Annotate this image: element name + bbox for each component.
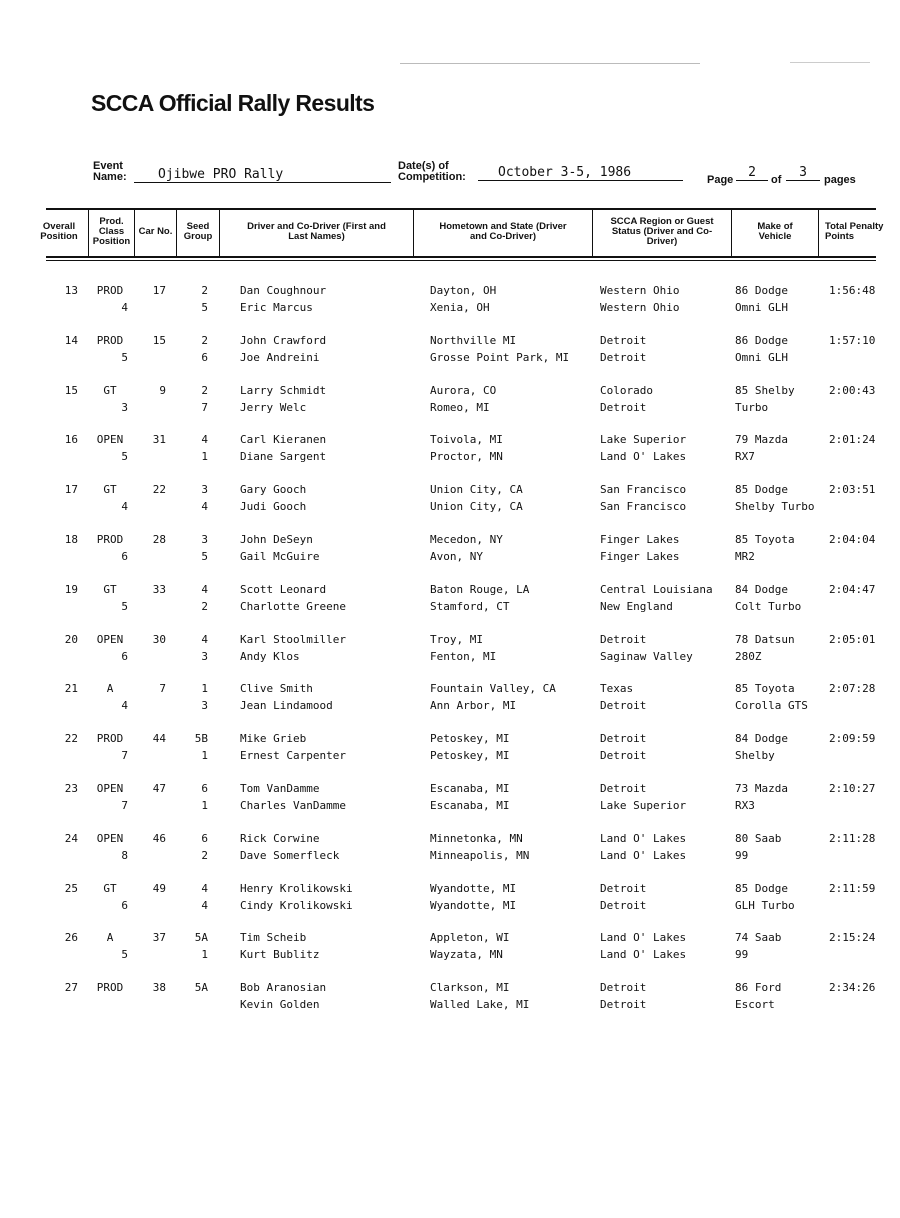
event-name-label: Event Name: [93,160,127,183]
vehicle-year-make: 80 Saab [735,831,782,845]
codriver-name: Jean Lindamood [240,699,333,713]
codriver-name: Gail McGuire [240,549,320,563]
result-row [0,979,900,1029]
car-number: 46 [152,831,166,845]
result-row [0,880,900,930]
codriver-name: Cindy Krolikowski [240,898,353,912]
result-row [0,382,900,432]
class-name: PROD [96,333,124,347]
overall-position: 20 [64,632,78,646]
driver-hometown: Clarkson, MI [430,981,510,995]
col-region: SCCA Region or Guest Status (Driver and Co-Driver) [592,208,731,256]
result-row [0,481,900,531]
driver-region: Detroit [600,732,647,746]
codriver-hometown: Union City, CA [430,500,523,514]
driver-region: Finger Lakes [600,532,680,546]
total-penalty-points: 2:04:47 [829,582,876,596]
scan-artifact [790,62,870,63]
codriver-hometown: Grosse Point Park, MI [430,350,570,364]
vehicle-model: Escort [735,998,775,1012]
vehicle-model: GLH Turbo [735,898,795,912]
codriver-hometown: Xenia, OH [430,301,490,314]
page-label: Page [707,174,734,186]
seed-group-codriver: 5 [201,549,208,563]
codriver-name: Kurt Bublitz [240,948,320,962]
codriver-name: Dave Somerfleck [240,848,340,862]
driver-name: Karl Stoolmiller [240,632,346,646]
seed-group-driver: 6 [201,781,208,795]
driver-hometown: Escanaba, MI [430,781,510,795]
codriver-name: Charles VanDamme [240,798,346,812]
seed-group-codriver: 1 [201,450,208,464]
class-name: PROD [96,532,124,546]
result-row [0,730,900,780]
vehicle-year-make: 79 Mazda [735,433,788,447]
vehicle-year-make: 85 Dodge [735,881,788,895]
codriver-hometown: Romeo, MI [430,400,490,414]
codriver-region: San Francisco [600,500,687,514]
driver-region: Detroit [600,781,647,795]
car-number: 33 [152,582,166,596]
result-row [0,680,900,730]
page-title: SCCA Official Rally Results [91,90,375,116]
class-position: 7 [121,749,128,763]
seed-group-driver: 4 [201,433,208,447]
result-row [0,581,900,631]
codriver-region: Detroit [600,998,647,1012]
class-name: A [106,931,114,945]
result-row [0,431,900,481]
page-number: 2 [736,164,768,181]
driver-hometown: Minnetonka, MN [430,831,523,845]
total-penalty-points: 2:07:28 [829,682,876,696]
class-name: GT [103,383,117,397]
car-number: 49 [152,881,166,895]
codriver-region: Detroit [600,898,647,912]
overall-position: 25 [64,881,78,895]
vehicle-model: 99 [735,848,749,862]
seed-group-driver: 3 [201,483,208,497]
codriver-region: Lake Superior [600,798,687,812]
codriver-name: Ernest Carpenter [240,749,346,763]
seed-group-codriver: 3 [201,649,208,663]
codriver-name: Judi Gooch [240,500,307,514]
col-overall-position: Overall Position [40,221,78,242]
vehicle-model: Turbo [735,400,769,414]
class-name: PROD [96,732,124,746]
vehicle-model: Shelby [735,749,775,763]
driver-region: Lake Superior [600,433,687,447]
seed-group-codriver: 3 [201,699,208,713]
seed-group-driver: 4 [201,881,208,895]
driver-hometown: Aurora, CO [430,383,497,397]
codriver-region: Detroit [600,400,647,414]
car-number: 7 [159,682,166,696]
class-position: 8 [121,848,128,862]
overall-position: 22 [64,732,78,746]
car-number: 47 [152,781,166,795]
class-position: 6 [121,549,128,563]
driver-region: Detroit [600,881,647,895]
driver-name: Henry Krolikowski [240,881,353,895]
total-penalty-points: 2:34:26 [829,981,876,995]
seed-group-driver: 2 [201,383,208,397]
seed-group-driver: 3 [201,532,208,546]
class-position: 6 [121,649,128,663]
vehicle-year-make: 78 Datsun [735,632,795,646]
total-penalty-points: 2:03:51 [829,483,876,497]
vehicle-model: Omni GLH [735,301,788,314]
seed-group-driver: 5A [194,981,208,995]
driver-name: John Crawford [240,333,327,347]
codriver-region: Land O' Lakes [600,450,687,464]
vehicle-year-make: 84 Dodge [735,732,788,746]
codriver-name: Jerry Welc [240,400,307,414]
driver-region: Colorado [600,383,653,397]
class-name: PROD [96,981,124,995]
total-penalty-points: 2:10:27 [829,781,876,795]
col-total-penalty: Total Penalty Points [818,208,900,256]
class-name: GT [103,582,117,596]
seed-group-codriver: 1 [201,948,208,962]
total-penalty-points: 2:09:59 [829,732,876,746]
result-row [0,830,900,880]
class-position: 5 [121,599,128,613]
driver-region: Detroit [600,981,647,995]
dates-field: October 3-5, 1986 [478,164,683,181]
overall-position: 19 [64,582,78,596]
codriver-name: Joe Andreini [240,350,320,364]
codriver-hometown: Petoskey, MI [430,749,510,763]
driver-name: Bob Aranosian [240,981,327,995]
driver-region: Detroit [600,632,647,646]
vehicle-year-make: 74 Saab [735,931,782,945]
driver-hometown: Toivola, MI [430,433,503,447]
driver-hometown: Northville MI [430,333,517,347]
vehicle-year-make: 86 Dodge [735,284,788,297]
results-list [0,282,900,1029]
driver-region: Detroit [600,333,647,347]
driver-hometown: Troy, MI [430,632,483,646]
total-penalty-points: 2:11:28 [829,831,876,845]
car-number: 44 [152,732,166,746]
vehicle-year-make: 85 Toyota [735,532,795,546]
vehicle-year-make: 84 Dodge [735,582,788,596]
driver-hometown: Fountain Valley, CA [430,682,556,696]
vehicle-model: Corolla GTS [735,699,808,713]
seed-group-codriver: 1 [201,749,208,763]
codriver-name: Kevin Golden [240,998,320,1012]
seed-group-codriver: 2 [201,848,208,862]
codriver-hometown: Wayzata, MN [430,948,503,962]
class-name: GT [103,483,117,497]
driver-region: Land O' Lakes [600,831,687,845]
class-position: 4 [121,699,128,713]
result-row [0,929,900,979]
seed-group-driver: 4 [201,582,208,596]
vehicle-model: RX7 [735,450,755,464]
seed-group-codriver: 5 [201,301,208,314]
driver-hometown: Petoskey, MI [430,732,510,746]
car-number: 28 [152,532,166,546]
total-penalty-points: 2:11:59 [829,881,876,895]
overall-position: 17 [64,483,78,497]
codriver-hometown: Ann Arbor, MI [430,699,517,713]
class-position: 4 [121,301,128,314]
driver-region: Western Ohio [600,284,680,297]
overall-position: 18 [64,532,78,546]
driver-region: Land O' Lakes [600,931,687,945]
vehicle-year-make: 86 Ford [735,981,782,995]
codriver-name: Diane Sargent [240,450,327,464]
driver-hometown: Wyandotte, MI [430,881,517,895]
codriver-hometown: Escanaba, MI [430,798,510,812]
car-number: 30 [152,632,166,646]
total-penalty-points: 2:15:24 [829,931,876,945]
driver-name: Tom VanDamme [240,781,320,795]
seed-group-codriver: 6 [201,350,208,364]
class-position: 6 [121,898,128,912]
class-position: 5 [121,450,128,464]
class-position: 7 [121,798,128,812]
overall-position: 27 [64,981,78,995]
codriver-name: Andy Klos [240,649,300,663]
codriver-region: Detroit [600,699,647,713]
car-number: 15 [152,333,166,347]
vehicle-year-make: 85 Dodge [735,483,788,497]
codriver-region: Finger Lakes [600,549,680,563]
vehicle-model: Omni GLH [735,350,788,364]
overall-position: 21 [64,682,78,696]
class-name: GT [103,881,117,895]
codriver-region: Western Ohio [600,301,680,314]
result-row [0,282,900,332]
col-prod-class-position: Prod. Class Position [88,208,134,256]
total-penalty-points: 1:56:48 [829,284,876,297]
codriver-name: Charlotte Greene [240,599,346,613]
overall-position: 26 [64,931,78,945]
total-penalty-points: 2:01:24 [829,433,876,447]
codriver-hometown: Fenton, MI [430,649,497,663]
vehicle-model: 280Z [735,649,762,663]
vehicle-year-make: 86 Dodge [735,333,788,347]
driver-name: John DeSeyn [240,532,313,546]
total-penalty-points: 2:00:43 [829,383,876,397]
vehicle-year-make: 73 Mazda [735,781,788,795]
car-number: 9 [159,383,166,397]
codriver-name: Eric Marcus [240,301,313,314]
class-position: 4 [121,500,128,514]
of-label: of [771,174,782,186]
seed-group-codriver: 4 [201,500,208,514]
driver-hometown: Baton Rouge, LA [430,582,530,596]
overall-position: 15 [64,383,78,397]
codriver-region: Detroit [600,749,647,763]
total-penalty-points: 2:05:01 [829,632,876,646]
pages-label: pages [824,174,856,186]
overall-position: 23 [64,781,78,795]
vehicle-year-make: 85 Toyota [735,682,795,696]
driver-region: Texas [600,682,634,696]
codriver-hometown: Proctor, MN [430,450,503,464]
vehicle-model: 99 [735,948,749,962]
vehicle-model: RX3 [735,798,755,812]
result-row [0,332,900,382]
codriver-hometown: Walled Lake, MI [430,998,530,1012]
total-pages: 3 [786,164,820,181]
codriver-region: New England [600,599,673,613]
class-position: 5 [121,948,128,962]
car-number: 17 [152,284,166,297]
vehicle-model: Colt Turbo [735,599,802,613]
col-hometown: Hometown and State (Driver and Co-Driver) [413,208,592,256]
codriver-hometown: Minneapolis, MN [430,848,530,862]
driver-name: Dan Coughnour [240,284,327,297]
col-make: Make of Vehicle [731,208,818,256]
driver-name: Clive Smith [240,682,313,696]
seed-group-codriver: 7 [201,400,208,414]
overall-position: 13 [64,284,78,297]
driver-name: Rick Corwine [240,831,320,845]
driver-region: San Francisco [600,483,687,497]
col-car-number: Car No. [134,208,176,256]
vehicle-year-make: 85 Shelby [735,383,795,397]
driver-hometown: Union City, CA [430,483,523,497]
overall-position: 16 [64,433,78,447]
class-name: OPEN [96,781,124,795]
codriver-region: Saginaw Valley [600,649,693,663]
driver-name: Tim Scheib [240,931,307,945]
car-number: 37 [152,931,166,945]
result-row [0,780,900,830]
seed-group-driver: 6 [201,831,208,845]
col-driver: Driver and Co-Driver (First and Last Names) [219,208,413,256]
result-row [0,631,900,681]
total-penalty-points: 2:04:04 [829,532,876,546]
overall-position: 24 [64,831,78,845]
driver-hometown: Mecedon, NY [430,532,503,546]
driver-name: Carl Kieranen [240,433,327,447]
total-penalty-points: 1:57:10 [829,333,876,347]
driver-hometown: Appleton, WI [430,931,510,945]
driver-hometown: Dayton, OH [430,284,497,297]
vehicle-model: Shelby Turbo [735,500,815,514]
class-name: OPEN [96,831,124,845]
class-name: OPEN [96,433,124,447]
class-position: 5 [121,350,128,364]
class-name: A [106,682,114,696]
car-number: 22 [152,483,166,497]
header-bottom-rule-2 [46,260,876,261]
driver-region: Central Louisiana [600,582,713,596]
vehicle-model: MR2 [735,549,755,563]
scan-artifact [400,63,700,64]
seed-group-driver: 4 [201,632,208,646]
seed-group-codriver: 2 [201,599,208,613]
overall-position: 14 [64,333,78,347]
car-number: 31 [152,433,166,447]
codriver-region: Detroit [600,350,647,364]
seed-group-codriver: 1 [201,798,208,812]
seed-group-driver: 5A [194,931,208,945]
header-bottom-rule [46,256,876,258]
codriver-hometown: Avon, NY [430,549,483,563]
class-name: PROD [96,284,124,297]
driver-name: Larry Schmidt [240,383,327,397]
codriver-hometown: Stamford, CT [430,599,510,613]
codriver-region: Land O' Lakes [600,948,687,962]
seed-group-driver: 5B [194,732,208,746]
seed-group-driver: 1 [201,682,208,696]
class-name: OPEN [96,632,124,646]
car-number: 38 [152,981,166,995]
codriver-hometown: Wyandotte, MI [430,898,517,912]
codriver-region: Land O' Lakes [600,848,687,862]
result-row [0,531,900,581]
seed-group-driver: 2 [201,333,208,347]
driver-name: Gary Gooch [240,483,307,497]
seed-group-driver: 2 [201,284,208,297]
dates-label: Date(s) of Competition: [398,160,466,183]
driver-name: Mike Grieb [240,732,307,746]
seed-group-codriver: 4 [201,898,208,912]
class-position: 3 [121,400,128,414]
driver-name: Scott Leonard [240,582,327,596]
col-seed-group: Seed Group [176,208,219,256]
event-name-field: Ojibwe PRO Rally [134,166,391,183]
